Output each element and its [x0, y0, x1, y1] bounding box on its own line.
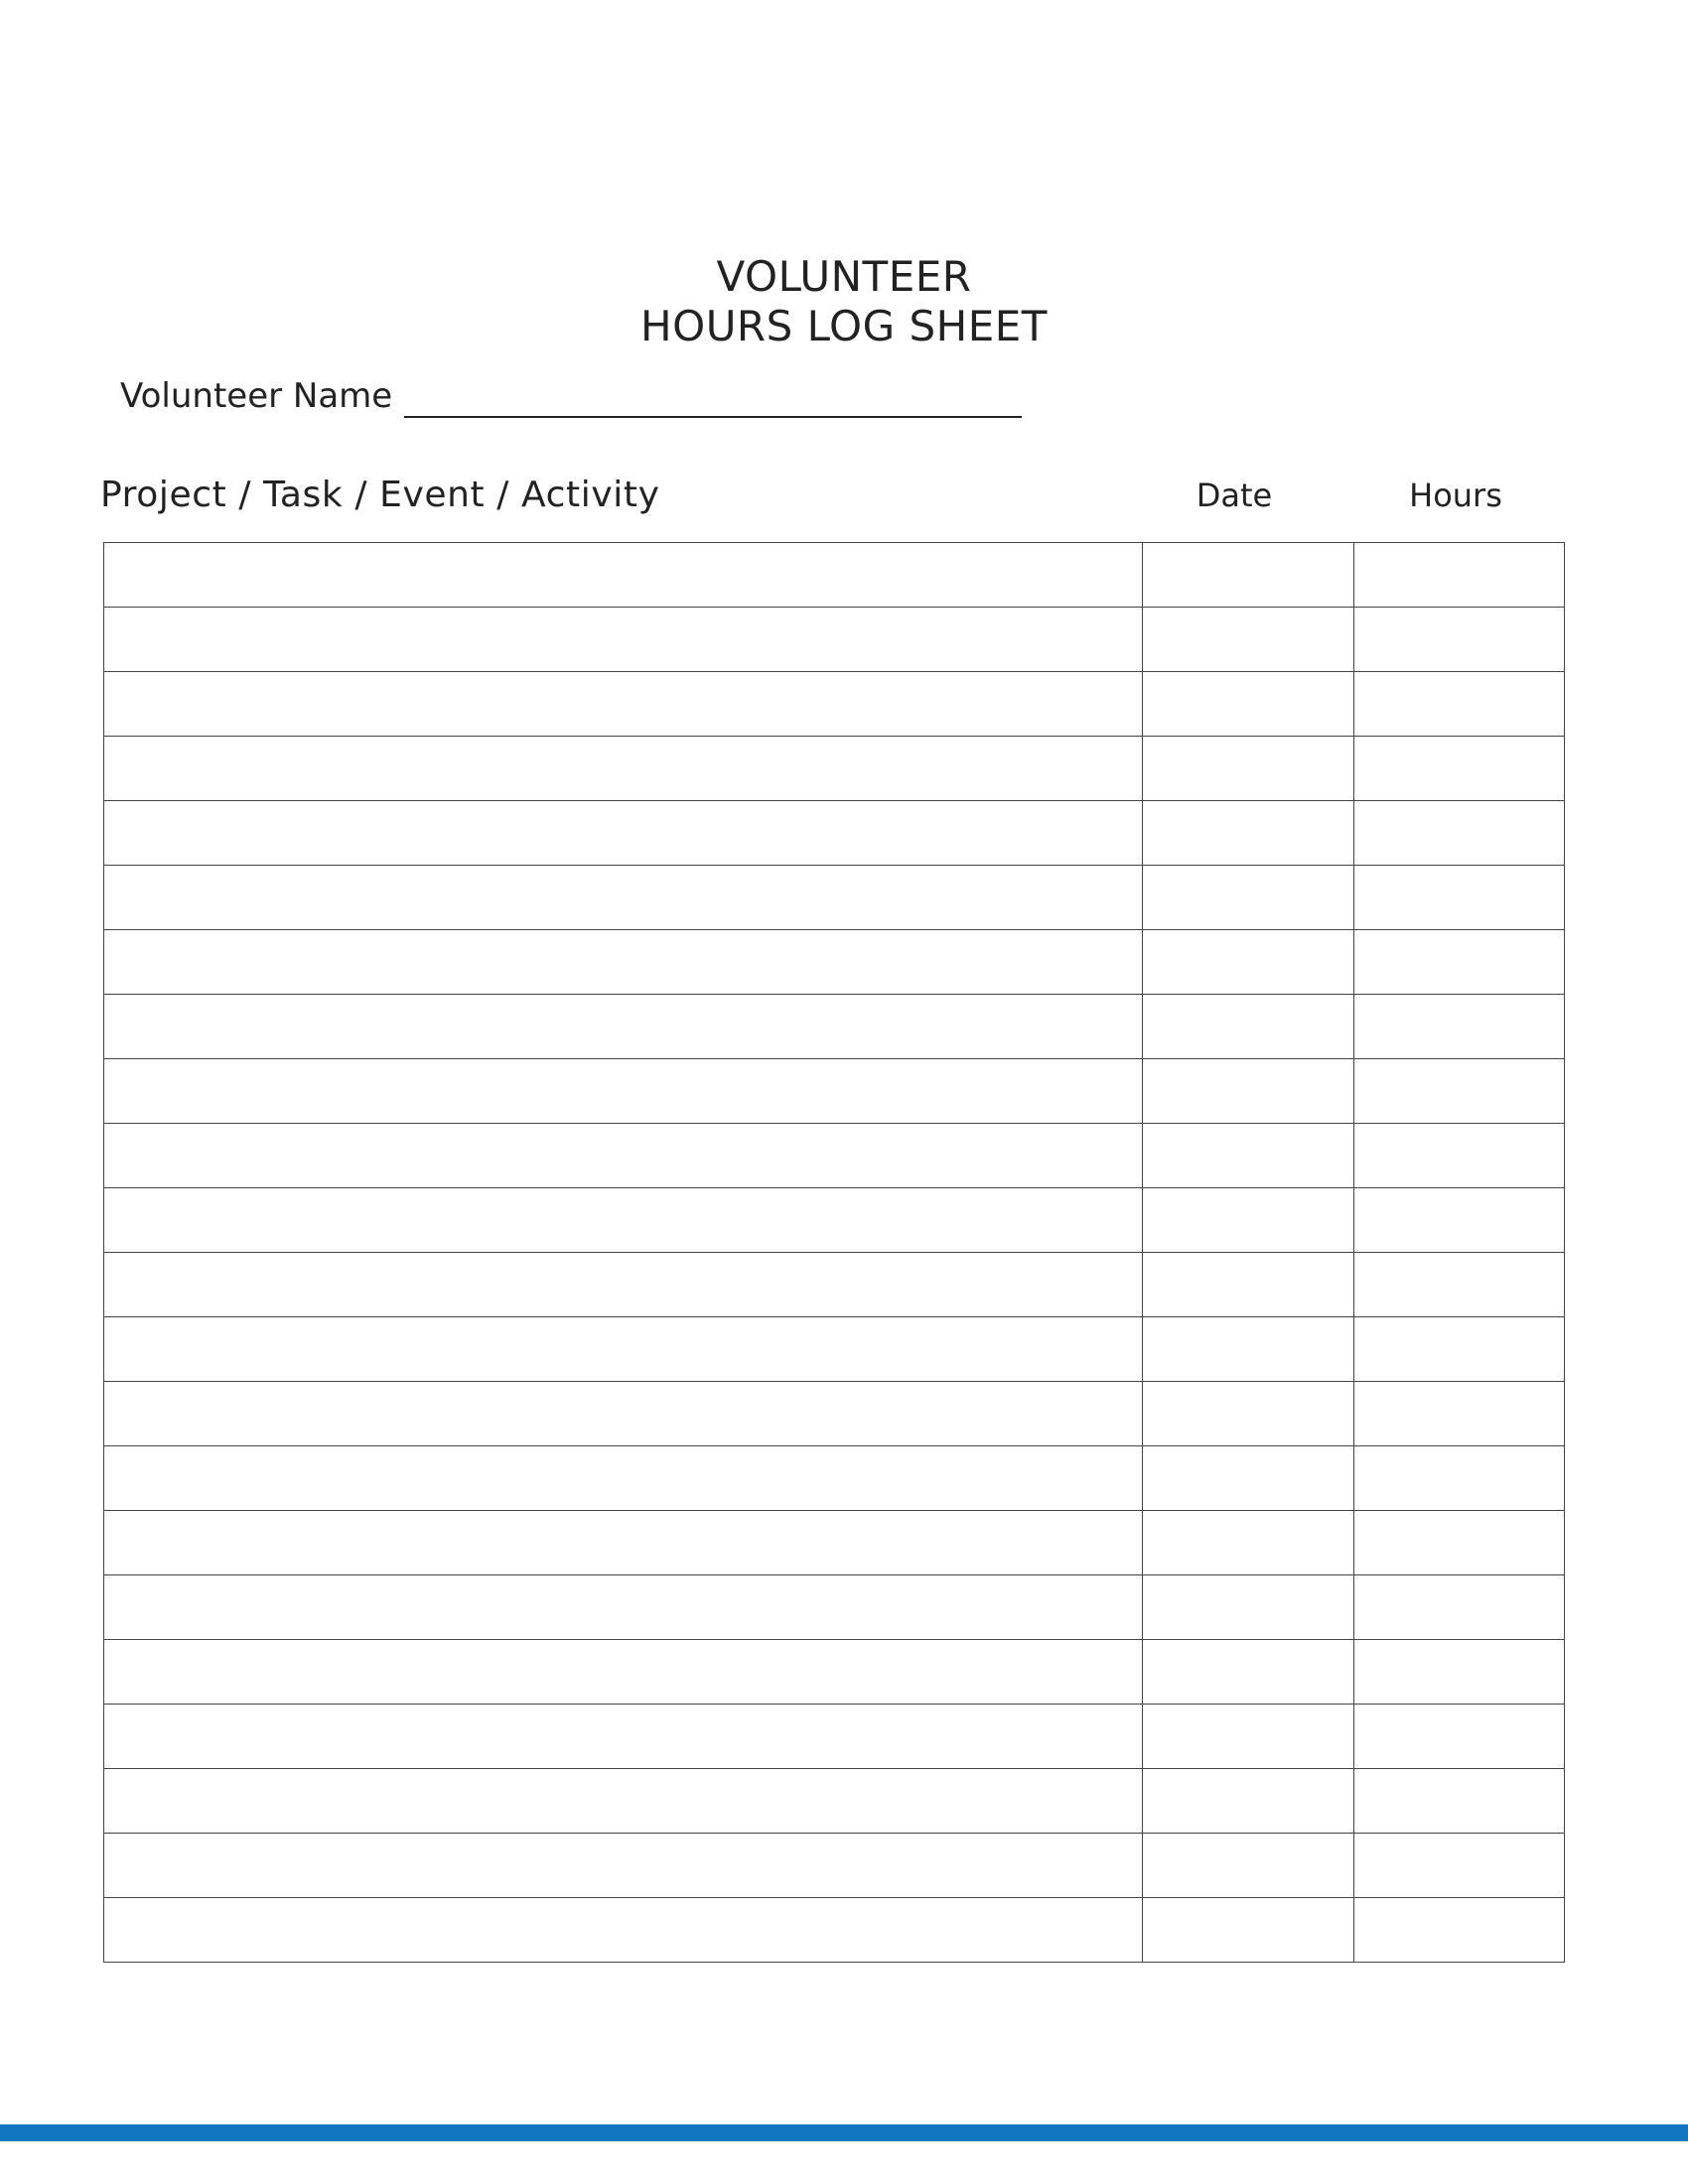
- project-cell[interactable]: [104, 1317, 1143, 1382]
- hours-cell[interactable]: [1354, 1575, 1565, 1640]
- table-row: [104, 1059, 1565, 1124]
- hours-log-table: [103, 542, 1565, 1963]
- table-row: [104, 1575, 1565, 1640]
- table-row: [104, 737, 1565, 801]
- table-row: [104, 1446, 1565, 1511]
- project-cell[interactable]: [104, 995, 1143, 1059]
- volunteer-name-row: [120, 374, 1022, 418]
- hours-cell[interactable]: [1354, 801, 1565, 866]
- hours-cell[interactable]: [1354, 1640, 1565, 1705]
- date-cell[interactable]: [1143, 995, 1354, 1059]
- table-row: [104, 995, 1565, 1059]
- table-row: [104, 1834, 1565, 1898]
- project-cell[interactable]: [104, 737, 1143, 801]
- project-cell[interactable]: [104, 866, 1143, 930]
- volunteer-name-field[interactable]: [404, 380, 1022, 418]
- table-row: [104, 866, 1565, 930]
- project-cell[interactable]: [104, 1188, 1143, 1253]
- hours-cell[interactable]: [1354, 1317, 1565, 1382]
- table-row: [104, 1511, 1565, 1575]
- project-cell[interactable]: [104, 543, 1143, 608]
- date-column-header: Date: [1196, 477, 1273, 514]
- project-cell[interactable]: [104, 1769, 1143, 1834]
- project-cell[interactable]: [104, 1253, 1143, 1317]
- table-row: [104, 1382, 1565, 1446]
- date-cell[interactable]: [1143, 1317, 1354, 1382]
- date-cell[interactable]: [1143, 672, 1354, 737]
- date-cell[interactable]: [1143, 1705, 1354, 1769]
- project-cell[interactable]: [104, 1834, 1143, 1898]
- project-cell[interactable]: [104, 801, 1143, 866]
- project-cell[interactable]: [104, 672, 1143, 737]
- date-cell[interactable]: [1143, 1640, 1354, 1705]
- hours-cell[interactable]: [1354, 1705, 1565, 1769]
- project-cell[interactable]: [104, 1898, 1143, 1963]
- date-cell[interactable]: [1143, 1382, 1354, 1446]
- footer-accent-bar: [0, 2124, 1688, 2141]
- hours-cell[interactable]: [1354, 930, 1565, 995]
- hours-cell[interactable]: [1354, 1188, 1565, 1253]
- date-cell[interactable]: [1143, 930, 1354, 995]
- date-cell[interactable]: [1143, 737, 1354, 801]
- table-row: [104, 1124, 1565, 1188]
- project-cell[interactable]: [104, 1382, 1143, 1446]
- hours-column-header: Hours: [1409, 477, 1502, 514]
- date-cell[interactable]: [1143, 1059, 1354, 1124]
- hours-cell[interactable]: [1354, 995, 1565, 1059]
- project-cell[interactable]: [104, 930, 1143, 995]
- table-row: [104, 1253, 1565, 1317]
- project-cell[interactable]: [104, 1059, 1143, 1124]
- table-row: [104, 1317, 1565, 1382]
- hours-cell[interactable]: [1354, 1124, 1565, 1188]
- date-cell[interactable]: [1143, 866, 1354, 930]
- table-row: [104, 1640, 1565, 1705]
- project-column-header: Project / Task / Event / Activity: [100, 475, 660, 515]
- document-title-line-2: HOURS LOG SHEET: [640, 302, 1048, 350]
- date-cell[interactable]: [1143, 1253, 1354, 1317]
- project-cell[interactable]: [104, 1705, 1143, 1769]
- project-cell[interactable]: [104, 1575, 1143, 1640]
- hours-cell[interactable]: [1354, 672, 1565, 737]
- hours-cell[interactable]: [1354, 1253, 1565, 1317]
- table-row: [104, 1769, 1565, 1834]
- project-cell[interactable]: [104, 1124, 1143, 1188]
- date-cell[interactable]: [1143, 1834, 1354, 1898]
- hours-cell[interactable]: [1354, 1834, 1565, 1898]
- hours-cell[interactable]: [1354, 1769, 1565, 1834]
- hours-cell[interactable]: [1354, 608, 1565, 672]
- document-title-line-1: VOLUNTEER: [716, 252, 972, 301]
- table-row: [104, 1898, 1565, 1963]
- date-cell[interactable]: [1143, 1188, 1354, 1253]
- date-cell[interactable]: [1143, 1511, 1354, 1575]
- hours-cell[interactable]: [1354, 1382, 1565, 1446]
- hours-cell[interactable]: [1354, 1059, 1565, 1124]
- date-cell[interactable]: [1143, 801, 1354, 866]
- hours-cell[interactable]: [1354, 1511, 1565, 1575]
- table-row: [104, 1705, 1565, 1769]
- date-cell[interactable]: [1143, 1575, 1354, 1640]
- table-row: [104, 1188, 1565, 1253]
- table-row: [104, 608, 1565, 672]
- hours-cell[interactable]: [1354, 1446, 1565, 1511]
- table-row: [104, 930, 1565, 995]
- date-cell[interactable]: [1143, 1898, 1354, 1963]
- project-cell[interactable]: [104, 608, 1143, 672]
- volunteer-name-label: Volunteer Name: [120, 376, 393, 416]
- hours-cell[interactable]: [1354, 543, 1565, 608]
- hours-cell[interactable]: [1354, 866, 1565, 930]
- project-cell[interactable]: [104, 1446, 1143, 1511]
- table-row: [104, 543, 1565, 608]
- date-cell[interactable]: [1143, 543, 1354, 608]
- date-cell[interactable]: [1143, 608, 1354, 672]
- hours-cell[interactable]: [1354, 1898, 1565, 1963]
- date-cell[interactable]: [1143, 1446, 1354, 1511]
- project-cell[interactable]: [104, 1511, 1143, 1575]
- hours-log-table-body: [104, 543, 1565, 1963]
- table-row: [104, 801, 1565, 866]
- date-cell[interactable]: [1143, 1124, 1354, 1188]
- table-row: [104, 672, 1565, 737]
- hours-cell[interactable]: [1354, 737, 1565, 801]
- date-cell[interactable]: [1143, 1769, 1354, 1834]
- project-cell[interactable]: [104, 1640, 1143, 1705]
